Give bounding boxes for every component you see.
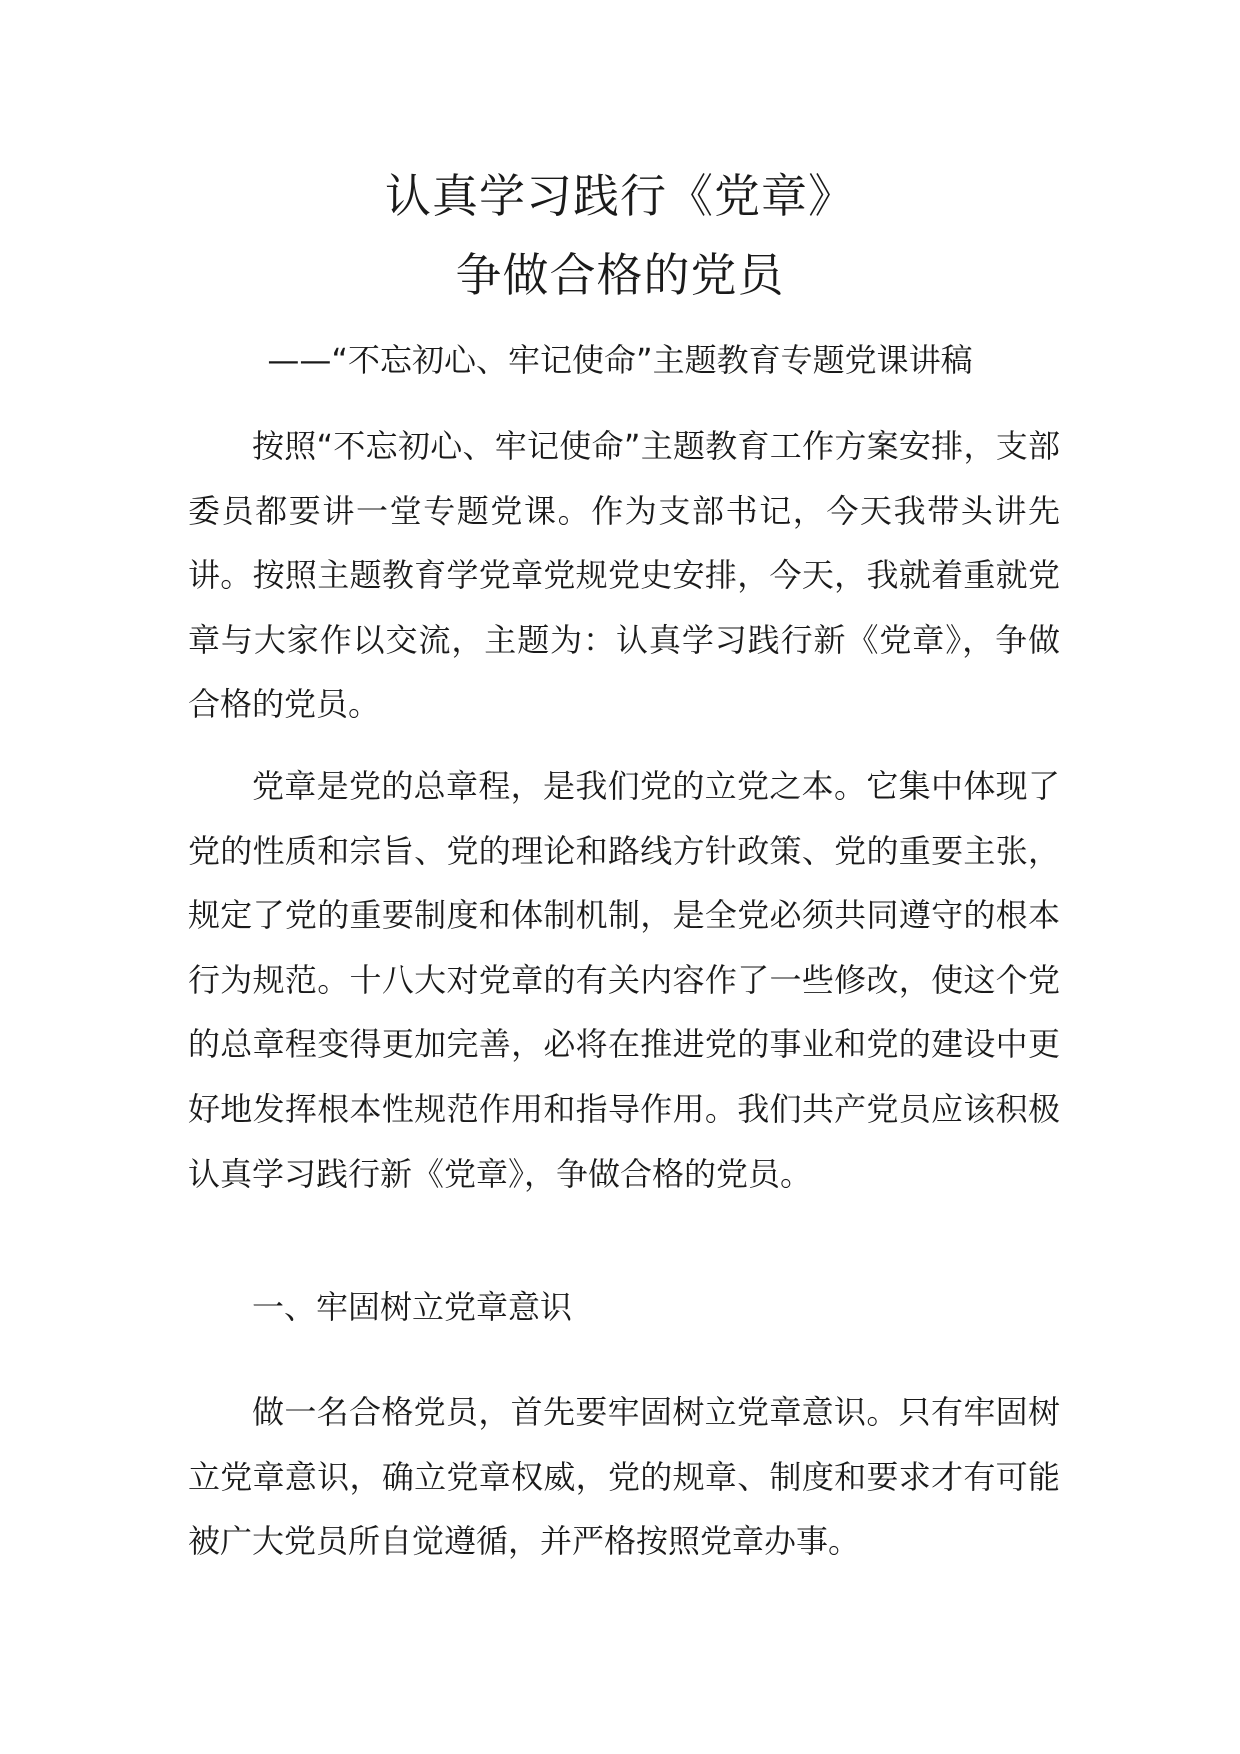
intro-paragraph (188, 414, 1060, 737)
party-constitution-paragraph (188, 754, 1060, 1206)
section-heading-block (188, 1285, 1060, 1329)
document-title-line-1: 认真学习践行《党章》 (385, 169, 855, 223)
paragraph-text: 做一名合格党员，首先要牢固树立党章意识。只有牢固树立党章意识，确立党章权威，党的规章、制度和要求才有可能被广大党员所自觉遵循，并严格按照党章办事。 (188, 1393, 1060, 1561)
paragraph-text: 党章是党的总章程，是我们党的立党之本。它集中体现了党的性质和宗旨、党的理论和路线方针政策、党的重要主张，规定了党的重要制度和体制机制，是全党必须共同遵守的根本行为规范。十八大对党章的有关内容作了一些修改，使这个党的总章程变得更加完善，必将在推进党的事业和党的建设中更好地发挥根本性规范作用和指导作用。我们共产党员应该积极认真学习践行新《党章》，争做合格的党员。 (188, 767, 1060, 1193)
section-paragraph-block (188, 1380, 1060, 1574)
document-title-line-2: 争做合格的党员 (455, 248, 785, 302)
section-heading: 一、牢固树立党章意识 (252, 1288, 573, 1326)
paragraph-text: 按照“不忘初心、牢记使命”主题教育工作方案安排，支部委员都要讲一堂专题党课。作为支部书记，今天我带头讲先讲。按照主题教育学党章党规党史安排，今天，我就着重就党章与大家作以交流，主题为：认真学习践行新《党章》，争做合格的党员。 (188, 427, 1060, 724)
document-subtitle: ——“不忘初心、牢记使命”主题教育专题党课讲稿 (267, 341, 973, 379)
